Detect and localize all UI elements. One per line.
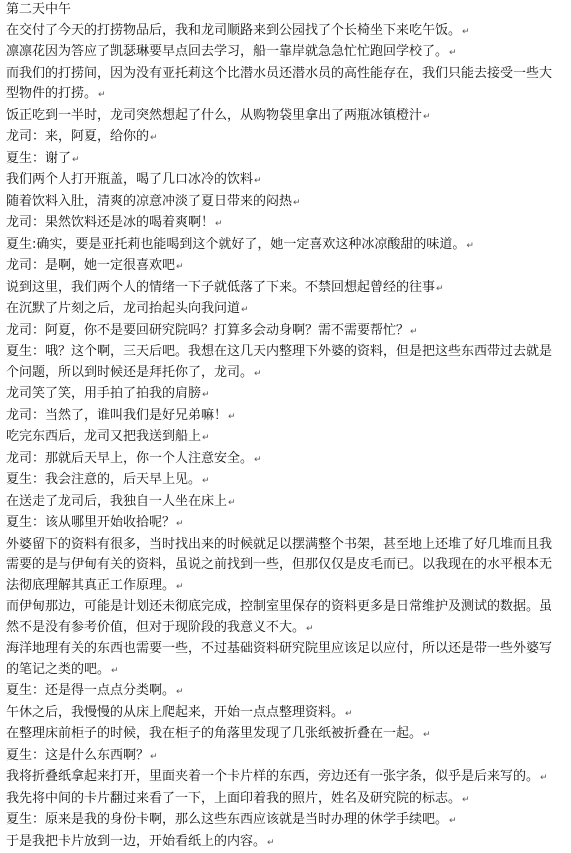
paragraph-mark-icon: ↵ (540, 768, 548, 789)
paragraph-text: 龙司：那就后天早上，你一个人注意安全。 (6, 451, 253, 466)
paragraph-mark-icon: ↵ (345, 704, 353, 725)
paragraph (6, 810, 564, 832)
paragraph-text: 而我们的打捞间，因为没有亚托莉这个比潜水员还潜水员的高性能存在，我们只能去接受一些大型物件的打捞。 (6, 66, 552, 102)
paragraph-text: 龙司：是啊，她一定很喜欢吧 (6, 258, 175, 273)
paragraph-text: 我先将中间的卡片翻过来看了一下，上面印着我的照片，姓名及研究院的标志。 (6, 791, 461, 806)
paragraph-mark-icon: ↵ (228, 407, 236, 428)
paragraph-mark-icon: ↵ (423, 107, 431, 128)
paragraph-mark-icon: ↵ (466, 236, 474, 257)
paragraph-text: 说到这里，我们两个人的情绪一下子就低落了下来。不禁回想起曾经的往事 (6, 280, 435, 295)
paragraph-text: 我们两个人打开瓶盖，喝了几口冰冷的饮料 (6, 172, 253, 187)
paragraph-text: 龙司笑了笑，用手拍了拍我的肩膀 (6, 386, 201, 401)
paragraph-text: 夏生:确实，要是亚托莉也能喝到这个就好了，她一定喜欢这种冰凉酸甜的味道。 (6, 237, 465, 252)
paragraph-text: 海洋地理有关的东西也需要一些，不过基础资料研究院里应该足以应付，所以还是带一些外婆写的笔记之类的吧。 (6, 641, 552, 677)
paragraph (6, 470, 564, 492)
paragraph-mark-icon: ↵ (215, 214, 223, 235)
paragraph-mark-icon: ↵ (176, 577, 184, 598)
paragraph-mark-icon: ↵ (423, 725, 431, 746)
paragraph (6, 192, 564, 214)
paragraph (6, 384, 564, 406)
paragraph-mark-icon: ↵ (228, 493, 236, 514)
paragraph-text: 夏生：哦？这个啊，三天后吧。我想在这几天内整理下外婆的资料，但是把这些东西带过去就是个问题，所以到时候还是拜托你了，龙司。 (6, 344, 552, 380)
paragraph-text: 于是我把卡片放到一边，开始看纸上的内容。 (6, 834, 266, 849)
paragraph-mark-icon: ↵ (111, 661, 119, 682)
paragraph-mark-icon: ↵ (202, 471, 210, 492)
paragraph (6, 278, 564, 300)
paragraph-mark-icon: ↵ (436, 279, 444, 300)
paragraph (6, 639, 564, 681)
paragraph-text: 龙司：果然饮料还是冰的喝着爽啊！ (6, 215, 214, 230)
paragraph (6, 832, 564, 853)
paragraph-text: 凛凛花因为答应了凯瑟琳要早点回去学习，船一靠岸就急急忙忙跑回学校了。 (6, 44, 448, 59)
paragraph-mark-icon: ↵ (202, 385, 210, 406)
paragraph (6, 42, 564, 64)
paragraph-mark-icon: ↵ (176, 682, 184, 703)
paragraph-text: 龙司：当然了，谁叫我们是好兄弟嘛！ (6, 408, 227, 423)
paragraph-mark-icon: ↵ (176, 514, 184, 535)
paragraph-text: 第二天中午 (6, 2, 71, 17)
paragraph (6, 406, 564, 428)
paragraph (6, 342, 564, 384)
paragraph-text: 饭正吃到一半时，龙司突然想起了什么，从购物袋里拿出了两瓶冰镇橙汁 (6, 108, 422, 123)
paragraph (6, 703, 564, 725)
paragraph (6, 724, 564, 746)
paragraph-text: 吃完东西后，龙司又把我送到船上 (6, 429, 201, 444)
paragraph-text: 午休之后，我慢慢的从床上爬起来，开始一点点整理资料。 (6, 705, 344, 720)
paragraph-mark-icon: ↵ (306, 619, 314, 640)
paragraph-text: 外婆留下的资料有很多，当时找出来的时候就足以摆满整个书架，甚至地上还堆了好几堆而且我需要的是与伊甸有关的资料，虽说之前找到一些，但那仅仅是皮毛而已。以我现在的水平根本无法彻底理解其真正工作原理。 (6, 537, 552, 593)
paragraph (6, 597, 564, 639)
paragraph-text: 在交付了今天的打捞物品后，我和龙司顺路来到公园找了个长椅坐下来吃午饭。 (6, 23, 461, 38)
paragraph-text: 在沉默了片刻之后，龙司抬起头向我问道 (6, 301, 240, 316)
paragraph (6, 681, 564, 703)
paragraph (6, 235, 564, 257)
paragraph (6, 789, 564, 811)
paragraph (6, 0, 564, 21)
paragraph-text: 龙司：来，阿夏，给你的 (6, 129, 149, 144)
paragraph-text: 在整理床前柜子的时候，我在柜子的角落里发现了几张纸被折叠在一起。 (6, 726, 422, 741)
paragraph-mark-icon: ↵ (462, 790, 470, 811)
paragraph-text: 夏生：这是什么东西啊？ (6, 748, 149, 763)
document-page (6, 0, 564, 853)
paragraph (6, 513, 564, 535)
paragraph-mark-icon: ↵ (150, 128, 158, 149)
paragraph (6, 746, 564, 768)
paragraph-text: 夏生：我会注意的，后天早上见。 (6, 472, 201, 487)
paragraph (6, 767, 564, 789)
paragraph-mark-icon: ↵ (449, 811, 457, 832)
paragraph-mark-icon: ↵ (254, 171, 262, 192)
paragraph-mark-icon: ↵ (267, 833, 275, 853)
paragraph-mark-icon: ↵ (241, 300, 249, 321)
paragraph-text: 夏生：原来是我的身份卡啊，那么这些东西应该就是当时办理的休学手续吧。 (6, 812, 448, 827)
paragraph-text: 龙司：阿夏，你不是要回研究院吗？打算多会动身啊？需不需要帮忙？ (6, 323, 409, 338)
paragraph-mark-icon: ↵ (150, 747, 158, 768)
paragraph-mark-icon: ↵ (202, 428, 210, 449)
paragraph (6, 64, 564, 106)
paragraph (6, 127, 564, 149)
paragraph (6, 21, 564, 43)
paragraph-mark-icon: ↵ (254, 364, 262, 385)
paragraph (6, 106, 564, 128)
paragraph-mark-icon: ↵ (449, 43, 457, 64)
paragraph-mark-icon: ↵ (462, 22, 470, 43)
paragraph (6, 321, 564, 343)
paragraph-mark-icon: ↵ (176, 257, 184, 278)
paragraph-mark-icon: ↵ (254, 450, 262, 471)
paragraph-text: 夏生：该从哪里开始收拾呢？ (6, 515, 175, 530)
paragraph (6, 492, 564, 514)
paragraph-mark-icon: ↵ (72, 150, 80, 171)
paragraph-text: 我将折叠纸拿起来打开，里面夹着一个卡片样的东西，旁边还有一张字条，似乎是后来写的。 (6, 769, 539, 784)
paragraph (6, 256, 564, 278)
paragraph (6, 299, 564, 321)
paragraph-text: 夏生：谢了 (6, 151, 71, 166)
paragraph-text: 在送走了龙司后，我独自一人坐在床上 (6, 494, 227, 509)
paragraph-text: 而伊甸那边，可能是计划还未彻底完成，控制室里保存的资料更多是日常维护及测试的数据。虽然不是没有参考价值，但对于现阶段的我意义不大。 (6, 599, 552, 635)
paragraph-mark-icon: ↵ (293, 193, 301, 214)
paragraph-mark-icon: ↵ (98, 85, 106, 106)
paragraph (6, 449, 564, 471)
paragraph-text: 夏生：还是得一点点分类啊。 (6, 683, 175, 698)
paragraph (6, 213, 564, 235)
paragraph-text: 随着饮料入肚，清爽的凉意冲淡了夏日带来的闷热 (6, 194, 292, 209)
paragraph (6, 149, 564, 171)
paragraph (6, 427, 564, 449)
paragraph-mark-icon: ↵ (410, 322, 418, 343)
paragraph (6, 170, 564, 192)
paragraph (6, 535, 564, 598)
